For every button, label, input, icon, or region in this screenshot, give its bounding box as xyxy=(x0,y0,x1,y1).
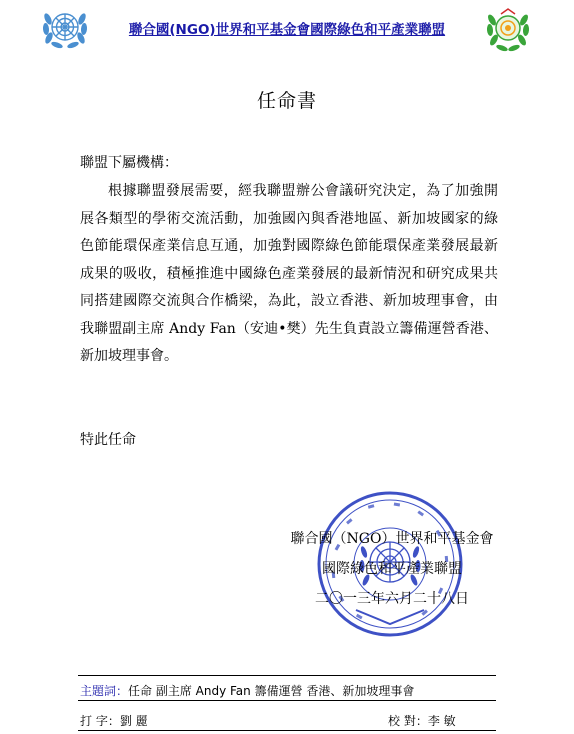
recipient-line: 聯盟下屬機構： xyxy=(80,155,178,171)
closing-line: 特此任命 xyxy=(80,432,136,448)
letterhead xyxy=(0,0,574,60)
footer-divider-top xyxy=(78,675,496,676)
appointment-body: 根據聯盟發展需要，經我聯盟辦公會議研究決定，為了加強開展各類型的學術交流活動，加強國內與香港地區、新加坡國家的綠色節能環保產業信息互通，加強對國際綠色節能環保產業發展最新成果的吸收，積極推進中國綠色產業發展的最新情況和研究成果共同搭建國際交流與合作橋梁，為此，設立香港、新加坡理事會，由我聯盟副主席 Andy Fan（安迪•樊）先生負責設立籌備運營香港、新加坡理事會。 xyxy=(80,183,498,364)
signature-org-line: 聯合國（NGO）世界和平基金會 xyxy=(290,531,494,547)
un-emblem-icon xyxy=(40,7,90,51)
footer-divider-bottom xyxy=(78,730,496,731)
organization-title: 聯合國(NGO)世界和平基金會國際綠色和平產業聯盟 xyxy=(128,22,446,38)
proofreader-line: 校 對：李 敏 xyxy=(388,714,456,728)
subject-keywords xyxy=(80,682,414,699)
keywords-text: 任命 副主席 Andy Fan 籌備運營 香港、新加坡理事會 xyxy=(128,684,415,698)
typist-line: 打 字：劉 麗 xyxy=(80,714,148,728)
document-title: 任命書 xyxy=(256,90,317,112)
green-wreath-emblem-icon xyxy=(484,6,532,54)
signature-date: 二〇一三年六月二十八日 xyxy=(315,591,469,607)
signature-alliance-line: 國際綠色和平產業聯盟 xyxy=(322,561,462,577)
footer-divider-middle xyxy=(78,700,496,701)
keywords-label: 主題詞： xyxy=(80,684,129,698)
signature-block xyxy=(262,524,522,614)
